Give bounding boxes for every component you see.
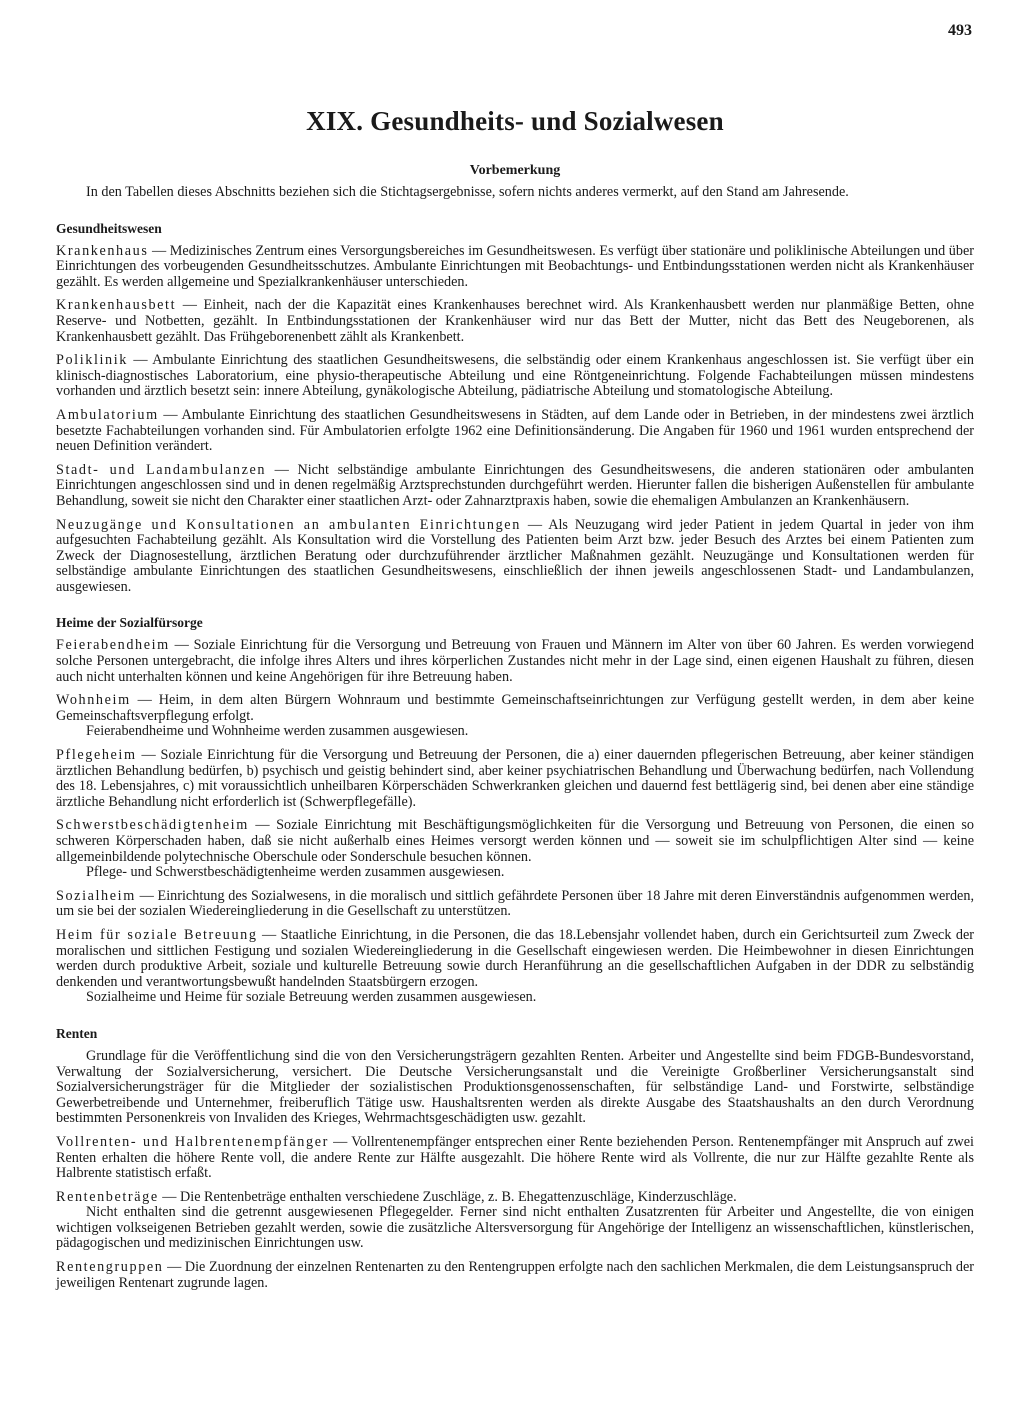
definition-ambulanzen xyxy=(56,463,974,510)
definition-text: — Vollrentenempfänger entsprechen einer Rente beziehenden Person. Rentenempfänger mit Anspruch auf zwei Renten erhalten die höhere Rente voll, die andere Rente zur Hälfte ausgezahlt. Die höhere Rente wird als Vollrente, die nur zur Hälfte gezahlte Rente als Halbrente statistisch erfaßt. xyxy=(56,1133,974,1182)
term: Vollrenten- und Halbrentenempfänger xyxy=(56,1133,329,1150)
term: Pflegeheim xyxy=(56,747,137,764)
intro-heading: Vorbemerkung xyxy=(469,163,561,178)
term: Stadt- und Landambulanzen xyxy=(56,461,267,478)
definition-text: — Medizinisches Zentrum eines Versorgungsbereiches im Gesundheitswesen. Es verfügt über stationäre und poliklinische Abteilungen und über Einrichtungen des vorbeugenden Gesundheitsschutzes. Ambulante Einrichtungen mit Beobachtungs- und Entbindungsstationen werden nicht als Krankenhäuser gezählt. Es werden allgemeine und Spezialkrankenhäuser unterschieden. xyxy=(56,242,974,290)
definition-text: — Einheit, nach der die Kapazität eines Krankenhauses berechnet wird. Als Krankenhausbett werden nur planmäßige Betten, ohne Reserve- und Notbetten, gezählt. In Entbindungsstationen der Krankenhäuser wird nur das Bett der Mutter, nicht das Bett des Neugeborenen, als Krankenhausbett gezählt. Das Frühgeborenenbett zählt als Krankenbett. xyxy=(56,297,974,345)
definition-text: — Heim, in dem alten Bürgern Wohnraum und bestimmte Gemeinschaftseinrichtungen zur Verfügung gestellt werden, in dem aber keine Gemeinschaftsverpflegung erfolgt. xyxy=(56,692,974,724)
chapter-title: XIX. Gesundheits- und Sozialwesen xyxy=(306,106,724,136)
term: Rentengruppen xyxy=(56,1259,164,1276)
definition-text: — Die Zuordnung der einzelnen Rentenarten zu den Rentengruppen erfolgte nach den sachlichen Merkmalen, die dem Leistungsanspruch der jeweiligen Rentenart zugrunde lagen. xyxy=(56,1259,974,1291)
page-number: 493 xyxy=(948,22,972,39)
term: Poliklinik xyxy=(56,352,128,369)
definition-schwerstbeschaedigtenheim xyxy=(56,818,974,865)
definition-sozialheim xyxy=(56,889,974,920)
definition-vollrenten xyxy=(56,1135,974,1182)
definition-text: — Als Neuzugang wird jeder Patient in jedem Quartal in jeder von ihm aufgesuchten Fachabteilung gezählt. Als Konsultation wird die Vorstellung des Patienten beim Arzt bzw. jeder Besuch des Arztes bei einem Patienten zum Zweck der Diagnosestellung, ärztlichen Beratung oder durchzuführender ärztlicher Maßnahmen gezählt. Neuzugänge und Konsultationen werden für selbständige ambulante Einrichtungen des staatlichen Gesundheitswesens, einschließlich der ihnen jeweils angeschlossenen Stadt- und Landambulanzen, ausgewiesen. xyxy=(56,516,974,595)
definition-text: — Soziale Einrichtung für die Versorgung und Betreuung der Personen, die a) einer dauernden pflegerischen Betreuung, aber keiner ständigen ärztlichen Behandlung bedürfen, b) psychisch und geistig behindert sind, aber keiner psychiatrischen Behandlung und Überwachung bedürfen, nach Vollendung des 18. Lebensjahres, c) mit voraussichtlich unheilbaren Körperschäden Schwerkranken gleichen und dauernd fest bettlägerig sind, bei denen aber eine ständige ärztliche Behandlung nicht erforderlich ist (Schwerpflegefälle). xyxy=(56,747,974,810)
definition-text: — Soziale Einrichtung mit Beschäftigungsmöglichkeiten für die Versorgung und Betreuung von Personen, die einen so schweren Körperschaden haben, daß sie nicht außerhalb eines Heimes versorgt werden können und — soweit sie im schulpflichtigen Alter sind — keine allgemeinbildende polytechnische Oberschule oder Sonderschule besuchen können. xyxy=(56,817,974,865)
term: Krankenhausbett xyxy=(56,297,177,314)
term: Krankenhaus xyxy=(56,242,149,259)
definition-pflegeheim xyxy=(56,748,974,810)
page-body xyxy=(56,0,974,1299)
term: Heim für soziale Betreuung xyxy=(56,926,258,943)
definition-krankenhausbett xyxy=(56,298,974,345)
definition-text: — Soziale Einrichtung für die Versorgung und Betreuung von Frauen und Männern im Alter von über 60 Jahren. Es werden vorwiegend solche Personen untergebracht, die infolge ihres Alters und ihres körperlichen Zustandes nicht mehr in der Lage sind, einen eigenen Haushalt zu führen, diesen auch nicht unterhalten können und keine Angehörigen für ihre Betreuung haben. xyxy=(56,637,974,685)
term: Sozialheim xyxy=(56,887,136,904)
definition-feierabendheim xyxy=(56,638,974,685)
note-pflege-schwerst: Pflege- und Schwerstbeschädigtenheime werden zusammen ausgewiesen. xyxy=(86,864,505,881)
section-heading-homes: Heime der Sozialfürsorge xyxy=(56,615,203,631)
section-heading-health: Gesundheitswesen xyxy=(56,220,162,236)
definition-ambulatorium xyxy=(56,408,974,455)
definition-text: — Staatliche Einrichtung, in die Personen, die das 18.Lebensjahr vollendet haben, durch ein Gerichtsurteil zum Zweck der moralischen und sittlichen Festigung und sozialen Wiedereingliederung in die Gesellschaft eingewiesen werden. Die Heimbewohner in diesen Einrichtungen werden durch produktive Arbeit, soziale und kulturelle Betreuung sowie durch Heranführung an die gesellschaftlichen Aufgaben in der DDR zu selbständig denkenden und verantwortungsbewußt handelnden Staatsbürgern erzogen. xyxy=(56,926,974,990)
note-rentenbetraege: Nicht enthalten sind die getrennt ausgewiesenen Pflegegelder. Ferner sind nicht enthalten Zusatzrenten für Arbeiter und Angestellte, die von einigen wichtigen volkseigenen Betrieben gezahlt werden, sowie die zusätzliche Altersversorgung für Angehörige der Intelligenz an wissenschaftlichen, künstlerischen, pädagogischen und medizinischen Einrichtungen usw. xyxy=(56,1204,974,1252)
note-sozialheime: Sozialheime und Heime für soziale Betreuung werden zusammen ausgewiesen. xyxy=(86,989,537,1006)
term: Neuzugänge und Konsultationen an ambulanten Einrichtungen xyxy=(56,516,521,533)
intro-text: In den Tabellen dieses Abschnitts beziehen sich die Stichtagsergebnisse, sofern nichts anderes vermerkt, auf den Stand am Jahresende. xyxy=(86,184,849,200)
definition-neuzugaenge xyxy=(56,518,974,596)
definition-text: — Die Rentenbeträge enthalten verschiedene Zuschläge, z. B. Ehegattenzuschläge, Kinderzuschläge. xyxy=(158,1188,737,1205)
term: Wohnheim xyxy=(56,692,131,709)
definition-text: — Nicht selbständige ambulante Einrichtungen des Gesundheitswesens, die anderen stationären oder ambulanten Einrichtungen angeschlossen sind und in denen regelmäßig Arztsprechstunden durchgeführt werden. Hierunter fallen die bisherigen Außenstellen für ambulante Behandlung, soweit sie nicht den Charakter einer staatlichen Arzt- oder Zahnarztpraxis haben, sowie die ehemaligen Ambulanzen an Krankenhäusern. xyxy=(56,461,974,509)
definition-rentengruppen xyxy=(56,1260,974,1291)
note-feierabend-wohnheim: Feierabendheime und Wohnheime werden zusammen ausgewiesen. xyxy=(86,723,469,740)
definition-krankenhaus xyxy=(56,244,974,291)
term: Schwerstbeschädigtenheim xyxy=(56,817,249,834)
pensions-intro: Grundlage für die Veröffentlichung sind die von den Versicherungsträgern gezahlten Renten. Arbeiter und Angestellte sind beim FDGB-Bundesvorstand, Verwaltung der Sozialversicherung, versichert. Die Deutsche Versicherungsanstalt und die Vereinigte Großberliner Versicherungsanstalt sind Sozialversicherungsträger für die Mitglieder der sozialistischen Produktionsgenossenschaften, für selbständige Land- und Forstwirte, selbständige Gewerbetreibende und Unternehmer, freiberuflich Tätige usw. Haushaltsrenten werden als direkte Ausgabe des Staatshaushalts an den durch Verordnung bestimmten Personenkreis von Invaliden des Krieges, Wehrmachtsgeschädigten usw. gezahlt. xyxy=(56,1047,974,1127)
definition-poliklinik xyxy=(56,353,974,400)
term: Feierabendheim xyxy=(56,637,170,654)
definition-text: — Ambulante Einrichtung des staatlichen Gesundheitswesens in Städten, auf dem Lande oder in Betrieben, in der mindestens zwei ärztlich besetzte Fachabteilungen vorhanden sind. Für Ambulatorien erfolgte 1962 eine Definitionsänderung. Die Angaben für 1960 und 1961 wurden entsprechend der neuen Definition verändert. xyxy=(56,406,974,455)
definition-rentenbetraege xyxy=(56,1190,974,1206)
definition-text: — Einrichtung des Sozialwesens, in die moralisch und sittlich gefährdete Personen über 18 Jahre mit deren Einverständnis aufgenommen werden, um sie bei der sozialen Wiedereingliederung in die Gesellschaft zu unterstützen. xyxy=(56,887,974,920)
term: Rentenbeträge xyxy=(56,1188,159,1205)
definition-heim-soziale-betreuung xyxy=(56,928,974,990)
definition-wohnheim xyxy=(56,693,974,724)
section-heading-pensions: Renten xyxy=(56,1025,98,1041)
definition-text: — Ambulante Einrichtung des staatlichen Gesundheitswesens, die selbständig oder einem Krankenhaus angeschlossen ist. Sie verfügt über ein klinisch-diagnostisches Laboratorium, eine physio-therapeutische Abteilung und eine Röntgeneinrichtung. Folgende Fachabteilungen müssen mindestens vorhanden und ärztlich besetzt sein: innere Abteilung, gynäkologische Abteilung, pädiatrische Abteilung und stomatologische Abteilung. xyxy=(56,352,974,400)
term: Ambulatorium xyxy=(56,406,159,423)
